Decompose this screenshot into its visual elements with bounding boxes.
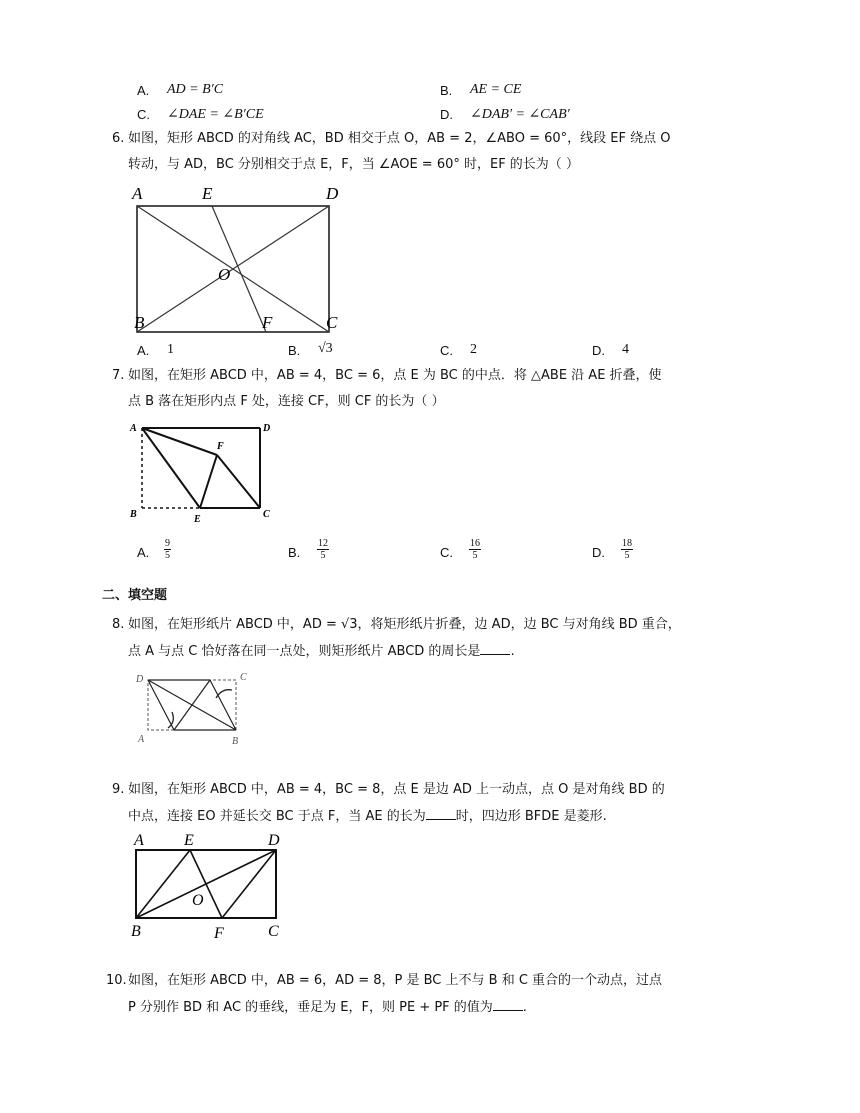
- q7-label-e: E: [194, 514, 201, 525]
- q8-line2-text: 点 A 与点 C 恰好落在同一点处，则矩形纸片 ABCD 的周长是: [128, 644, 481, 659]
- q8-answer-blank[interactable]: [480, 640, 510, 655]
- q6-option-a-text: 1: [167, 342, 174, 357]
- q8-number: 8.: [112, 617, 125, 632]
- q9-label-a: A: [134, 832, 144, 849]
- q5-option-b-text: AE = CE: [470, 82, 522, 97]
- q9-answer-blank[interactable]: [426, 805, 456, 820]
- section-fill-in-title: 二、填空题: [102, 588, 168, 603]
- q7-option-a-letter: A.: [137, 545, 150, 560]
- q8-line2-end: .: [510, 644, 515, 659]
- q7-label-a: A: [130, 423, 137, 434]
- q6-option-c-letter: C.: [440, 343, 453, 358]
- q9-label-b: B: [131, 923, 141, 940]
- q7-option-c-letter: C.: [440, 545, 453, 560]
- q10-line2: [128, 996, 527, 1019]
- q7-label-c: C: [263, 509, 270, 520]
- q7-option-a-numerator: 9: [165, 538, 170, 549]
- q8-label-b: B: [232, 736, 239, 747]
- q6-option-b-letter: B.: [288, 343, 301, 358]
- q7-figure: [126, 418, 276, 526]
- q7-label-d: D: [263, 423, 271, 434]
- q7-label-b: B: [130, 509, 137, 520]
- q6-line2: 转动，与 AD，BC 分别相交于点 E，F，当 ∠AOE = 60° 时，EF 的长为（ ）: [128, 157, 579, 172]
- q7-option-c-denominator: 5: [472, 550, 478, 561]
- q9-label-d: D: [268, 832, 280, 849]
- q7-label-f: F: [217, 441, 224, 452]
- q7-segment-ae: [142, 428, 200, 508]
- q9-line1: 如图，在矩形 ABCD 中，AB = 4，BC = 8，点 E 是边 AD 上一动点，点 O 是对角线 BD 的: [128, 782, 665, 797]
- q7-segment-fc: [217, 455, 260, 508]
- q6-number: 6.: [112, 131, 125, 146]
- q8-line2: [128, 640, 515, 663]
- q6-label-f: F: [262, 313, 273, 332]
- q8-label-d: D: [136, 674, 144, 685]
- q7-number: 7.: [112, 368, 125, 383]
- q7-line2: 点 B 落在矩形内点 F 处，连接 CF，则 CF 的长为（ ）: [128, 394, 445, 409]
- q8-label-c: C: [240, 672, 247, 683]
- q10-line1: 如图，在矩形 ABCD 中，AB = 6，AD = 8，P 是 BC 上不与 B 和 C 重合的一个动点，过点: [128, 973, 663, 988]
- q8-line1: 如图，在矩形纸片 ABCD 中，AD = √3，将矩形纸片折叠，边 AD，边 BC 与对角线 BD 重合，: [128, 617, 681, 632]
- q5-option-b-letter: B.: [440, 83, 453, 98]
- q6-label-c: C: [326, 313, 338, 332]
- q9-label-f: F: [214, 925, 224, 942]
- q7-option-a-fraction: [164, 538, 171, 561]
- q7-segment-af: [142, 428, 217, 455]
- q7-option-a-denominator: 5: [165, 550, 170, 561]
- q5-option-d-letter: D.: [440, 107, 453, 122]
- q7-option-d-letter: D.: [592, 545, 605, 560]
- q9-line2-text: 中点，连接 EO 并延长交 BC 于点 F，当 AE 的长为: [128, 809, 426, 824]
- q7-option-d-numerator: 18: [622, 538, 632, 549]
- q9-label-o: O: [192, 892, 204, 909]
- q6-option-d-letter: D.: [592, 343, 605, 358]
- q8-figure: [132, 668, 254, 750]
- q6-option-b-text: √3: [318, 341, 333, 356]
- q7-option-c-fraction: [469, 538, 481, 561]
- q9-segment-be: [136, 850, 190, 918]
- q7-option-b-denominator: 5: [320, 550, 326, 561]
- q5-option-a-letter: A.: [137, 83, 150, 98]
- q6-line1: 如图，矩形 ABCD 的对角线 AC，BD 相交于点 O，AB = 2，∠ABO = 60°，线段 EF 绕点 O: [128, 131, 671, 146]
- q9-figure: [126, 830, 290, 942]
- q7-option-b-fraction: [317, 538, 329, 561]
- q10-answer-blank[interactable]: [493, 996, 523, 1011]
- q5-option-c-text: ∠DAE = ∠B′CE: [167, 107, 264, 122]
- q9-number: 9.: [112, 782, 125, 797]
- q6-figure: [126, 180, 356, 336]
- q6-label-e: E: [202, 184, 213, 203]
- q7-option-c-numerator: 16: [470, 538, 480, 549]
- q10-line2-end: .: [522, 1000, 527, 1015]
- q9-line2-end: 时，四边形 BFDE 是菱形.: [455, 809, 607, 824]
- q5-option-d-text: ∠DAB′ = ∠CAB′: [470, 107, 570, 122]
- q8-label-a: A: [138, 734, 145, 745]
- q9-label-c: C: [268, 923, 279, 940]
- q6-label-a: A: [132, 184, 143, 203]
- q6-option-c-text: 2: [470, 342, 477, 357]
- q7-option-b-numerator: 12: [318, 538, 328, 549]
- q9-segment-fd: [222, 850, 276, 918]
- q8-fold-cross: [174, 680, 210, 730]
- q9-line2: [128, 805, 607, 828]
- q6-label-o: O: [218, 265, 231, 284]
- q10-number: 10.: [106, 973, 127, 988]
- q9-label-e: E: [184, 832, 194, 849]
- q7-segment-fe: [200, 455, 217, 508]
- q7-option-d-fraction: [621, 538, 633, 561]
- q10-line2-text: P 分别作 BD 和 AC 的垂线，垂足为 E，F，则 PE + PF 的值为: [128, 1000, 493, 1015]
- q5-option-a-text: AD = B′C: [167, 82, 224, 97]
- q7-option-d-denominator: 5: [624, 550, 630, 561]
- q5-option-c-letter: C.: [137, 107, 150, 122]
- q7-line1: 如图，在矩形 ABCD 中，AB = 4，BC = 6，点 E 为 BC 的中点．将 △ABE 沿 AE 折叠，使: [128, 368, 662, 383]
- q6-label-b: B: [134, 313, 145, 332]
- q6-option-d-text: 4: [622, 342, 629, 357]
- q6-option-a-letter: A.: [137, 343, 150, 358]
- q6-label-d: D: [326, 184, 339, 203]
- q7-option-b-letter: B.: [288, 545, 301, 560]
